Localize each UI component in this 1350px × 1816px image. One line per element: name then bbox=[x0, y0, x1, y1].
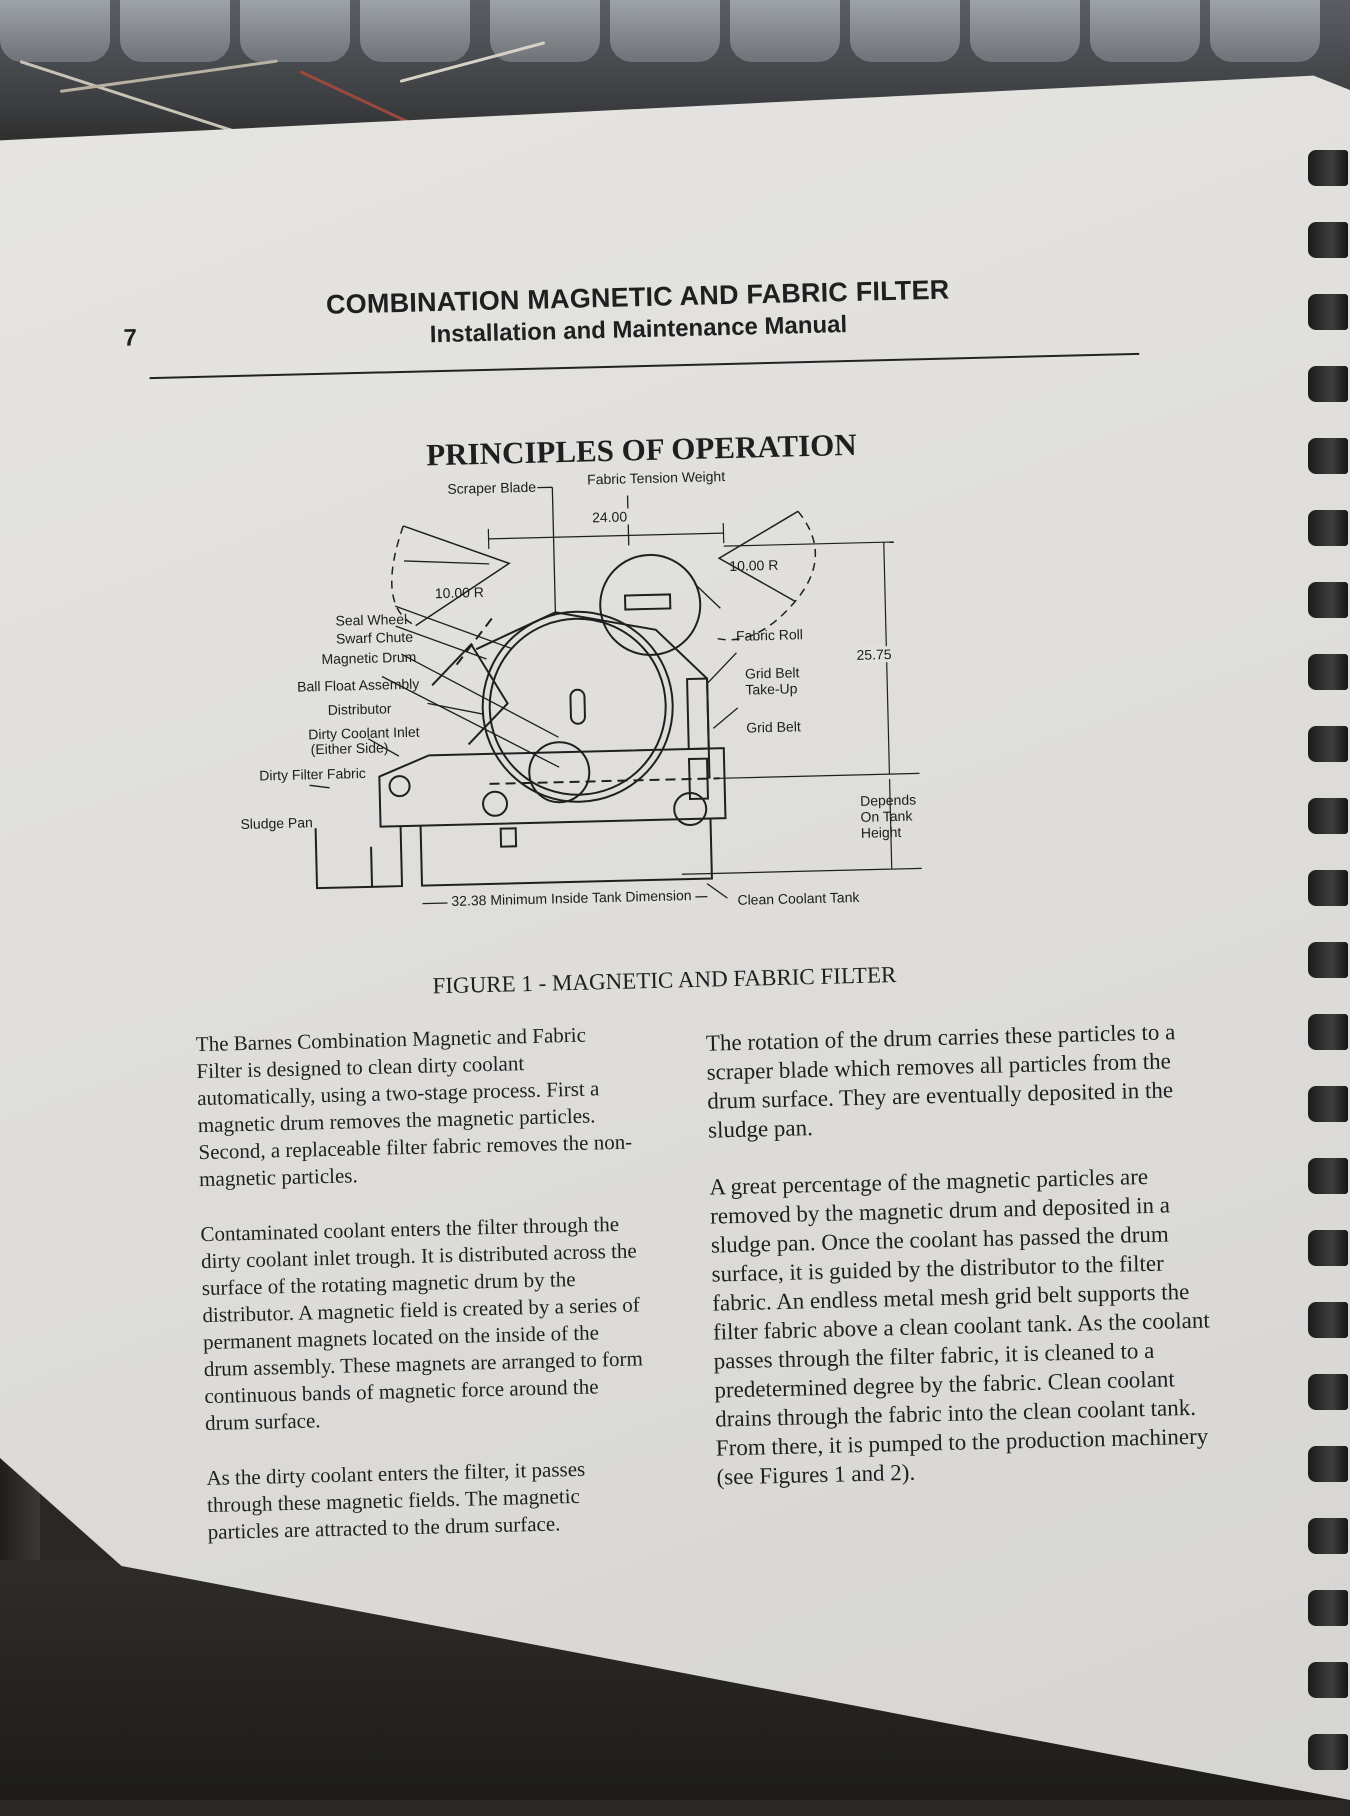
dim-floor-ref bbox=[682, 868, 922, 874]
section-heading: PRINCIPLES OF OPERATION bbox=[321, 424, 962, 476]
paragraph: Contaminated coolant enters the filter through the dirty coolant inlet trough. It is distributed across the surface of the rotating magnetic drum by the distributor. A magnetic field is created by a series of permanent magnets located on the inside of the drum assembly. These magnets are arranged to form continuous bands of magnetic force around the drum surface. bbox=[200, 1210, 645, 1437]
label-radius-left: 10.00 R bbox=[435, 584, 484, 601]
header-divider bbox=[150, 353, 1140, 379]
label-depends-line2: On Tank bbox=[860, 808, 912, 825]
label-magnetic-drum: Magnetic Drum bbox=[321, 649, 416, 667]
sludge-pan-wall bbox=[371, 847, 372, 887]
magnetic-drum-inner bbox=[488, 617, 668, 797]
fabric-path bbox=[490, 778, 720, 784]
body-right-column bbox=[706, 1016, 1228, 1519]
clean-coolant-tank bbox=[421, 819, 712, 886]
paragraph: The Barnes Combination Magnetic and Fabric Filter is designed to clean dirty coolant automatically, using a two-stage process. First a magnetic drum removes the magnetic particles. Second, a replaceable filter fabric removes the non-magnetic particles. bbox=[196, 1020, 640, 1193]
label-clean-coolant-tank: Clean Coolant Tank bbox=[737, 889, 859, 908]
dim-top-ref bbox=[724, 542, 894, 546]
label-dirty-coolant-inlet: Dirty Coolant Inlet bbox=[308, 724, 420, 743]
label-fabric-tension-weight: Fabric Tension Weight bbox=[587, 468, 725, 487]
dim-bottom-ref bbox=[719, 773, 919, 778]
frame-top bbox=[379, 748, 726, 826]
paragraph: The rotation of the drum carries these particles to a scraper blade which removes all particles from the drum surface. They are eventually deposited in the sludge pan. bbox=[706, 1016, 1219, 1144]
label-dirty-filter-fabric: Dirty Filter Fabric bbox=[259, 765, 366, 784]
leader-grid-belt bbox=[713, 708, 738, 729]
leader-sludge-pan bbox=[310, 785, 330, 788]
label-ball-float-assembly: Ball Float Assembly bbox=[297, 676, 420, 695]
paragraph: A great percentage of the magnetic particles are removed by the magnetic drum and deposited in a sludge pan. Once the coolant has passed the drum surface, it is guided by the distributor to the filter fabric. An endless metal mesh grid belt supports the filter fabric above a clean coolant tank. As the coolant passes through the filter fabric, it is cleaned to a predetermined degree by the fabric. Clean coolant drains through the fabric into the clean coolant tank. From there, it is pumped to the production machinery (see Figures 1 and 2). bbox=[709, 1160, 1227, 1491]
swarf-chute bbox=[455, 614, 496, 665]
label-grid-belt: Grid Belt bbox=[746, 718, 801, 735]
fabric-roll-core bbox=[625, 594, 670, 609]
label-grid-belt-take-up-line1: Grid Belt bbox=[745, 664, 800, 681]
magnetic-drum bbox=[480, 609, 675, 804]
paragraph: As the dirty coolant enters the filter, it passes through these magnetic fields. The magnetic particles are attracted to the drum surface. bbox=[206, 1454, 648, 1546]
leader-clean-tank bbox=[707, 883, 727, 898]
manual-subtitle: Installation and Maintenance Manual bbox=[318, 308, 958, 352]
label-seal-wheel: Seal Wheel bbox=[335, 611, 407, 629]
fabric-roll bbox=[599, 554, 701, 656]
label-dim-25-75: 25.75 bbox=[856, 646, 891, 663]
label-depends-line3: Height bbox=[861, 824, 902, 841]
dim-24-line bbox=[489, 533, 724, 539]
label-distributor: Distributor bbox=[328, 700, 392, 718]
label-min-inside-tank: 32.38 Minimum Inside Tank Dimension bbox=[447, 887, 696, 909]
leader-ball-float bbox=[401, 650, 558, 741]
tank-foot bbox=[501, 828, 516, 846]
leader-lines bbox=[302, 483, 742, 908]
label-radius-right: 10.00 R bbox=[729, 557, 778, 574]
label-grid-belt-take-up-line2: Take-Up bbox=[745, 680, 798, 697]
drum-hub bbox=[570, 690, 585, 724]
filter-diagram bbox=[252, 470, 1063, 959]
label-dim-24: 24.00 bbox=[588, 508, 631, 525]
leader-scraper-drop bbox=[552, 487, 555, 612]
sprocket bbox=[389, 776, 409, 796]
label-fabric-roll: Fabric Roll bbox=[736, 626, 803, 644]
leader-take-up bbox=[706, 653, 737, 684]
seal-wheel-assembly bbox=[431, 643, 508, 745]
label-depends-line1: Depends bbox=[860, 792, 916, 809]
label-scraper-blade: Scraper Blade bbox=[447, 479, 536, 497]
leader-seal-wheel bbox=[404, 559, 489, 566]
body-left-column bbox=[196, 1020, 649, 1574]
page-number: 7 bbox=[123, 324, 137, 352]
housing-outline bbox=[475, 609, 709, 785]
label-swarf-chute: Swarf Chute bbox=[336, 629, 413, 647]
sludge-pan bbox=[316, 826, 402, 888]
manual-title: COMBINATION MAGNETIC AND FABRIC FILTER bbox=[317, 274, 958, 321]
grid-belt-take-up bbox=[687, 679, 709, 749]
label-either-side: (Either Side) bbox=[310, 739, 388, 757]
fabric-idler bbox=[483, 791, 508, 816]
figure-caption: FIGURE 1 - MAGNETIC AND FABRIC FILTER bbox=[334, 960, 994, 1002]
label-sludge-pan: Sludge Pan bbox=[240, 814, 313, 832]
